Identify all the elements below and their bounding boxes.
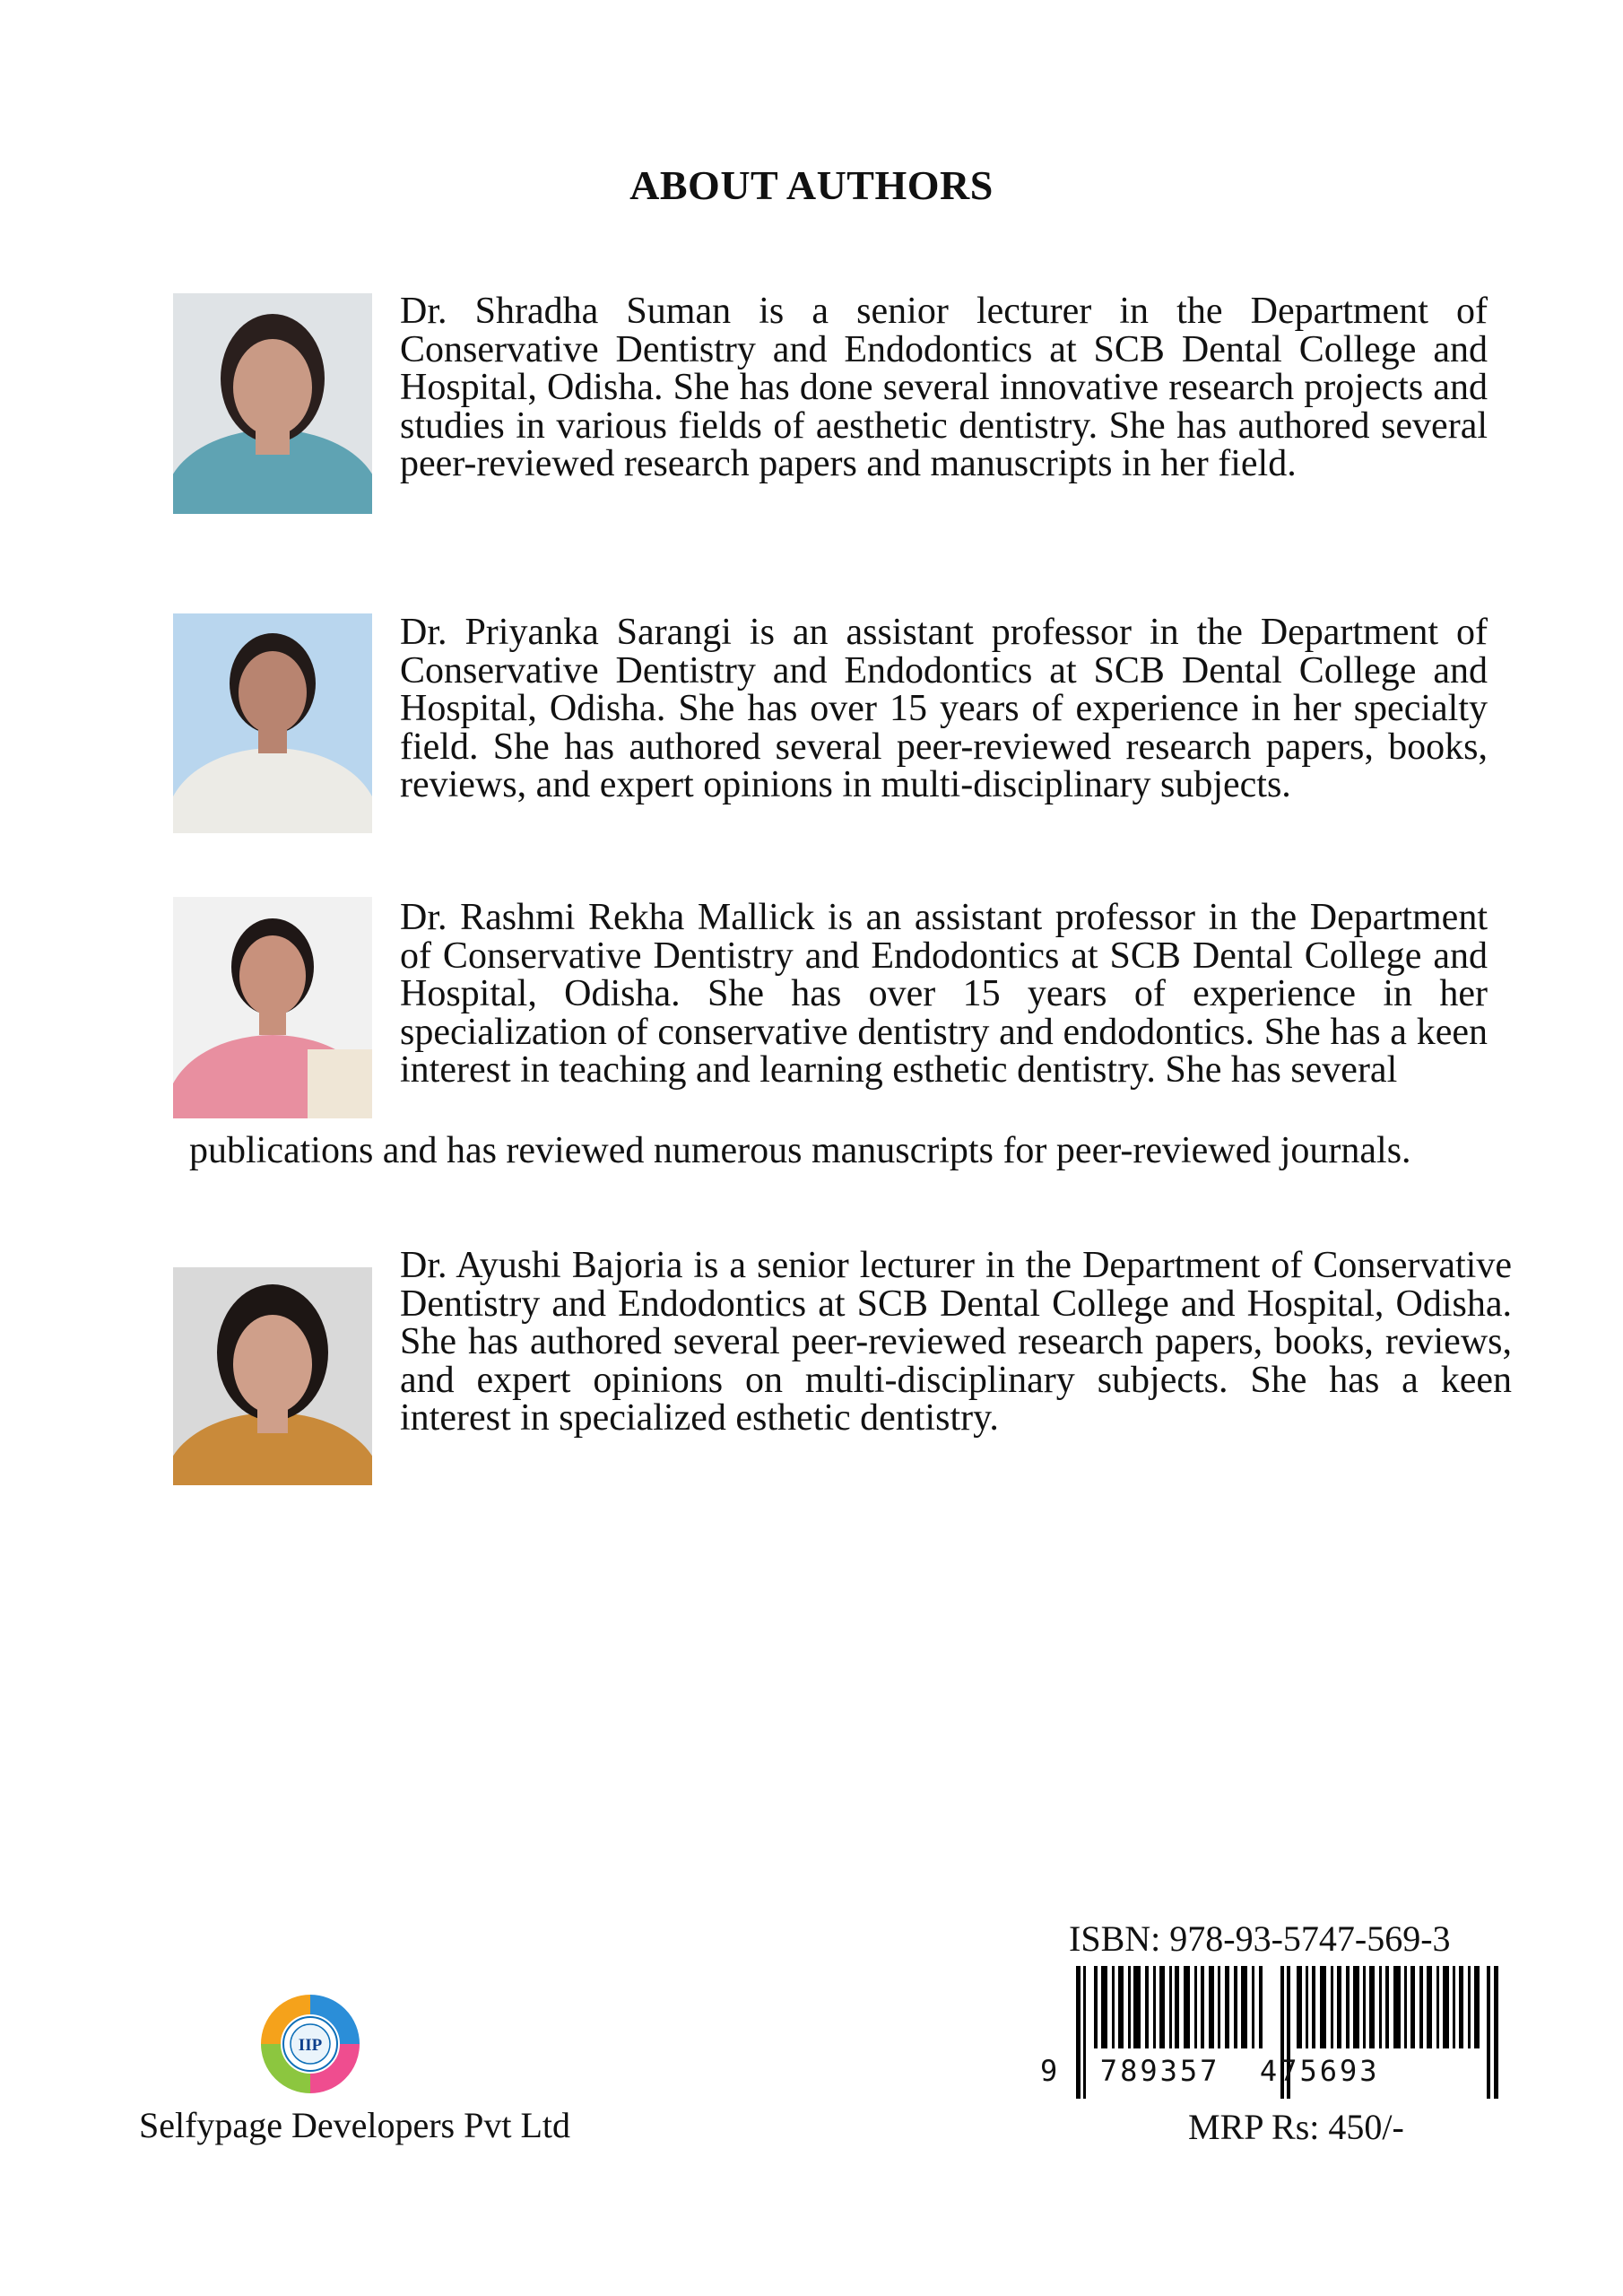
author-bio-shradha-suman: Dr. Shradha Suman is a senior lecturer in the Department of Conservative Dentistry and Endodontics at SCB Dental College and Hospital, Odisha. She has done several innovative research projects and studies in various fields of aesthetic dentistry. She has authored several peer-reviewed research papers and manuscripts in her field. bbox=[400, 291, 1488, 484]
author-photo-rashmi-rekha-mallick bbox=[173, 897, 372, 1118]
isbn-label: ISBN: 978-93-5747-569-3 bbox=[1069, 1918, 1451, 1959]
publisher-name: Selfypage Developers Pvt Ltd bbox=[139, 2105, 570, 2145]
logo-lettering: IIP bbox=[298, 2036, 323, 2055]
author-bio-rashmi-rekha-mallick: Dr. Rashmi Rekha Mallick is an assistant professor in the Department of Conservative Dentistry and Endodontics at SCB Dental College and Hospital, Odisha. She has over 15 years of experience in her specialization of conservative dentistry and endodontics. She has a keen interest in teaching and learning esthetic dentistry. She has several bbox=[400, 897, 1488, 1091]
author-bio-priyanka-sarangi: Dr. Priyanka Sarangi is an assistant professor in the Department of Conservative Dentistry and Endodontics at SCB Dental College and Hospital, Odisha. She has over 15 years of experience in her specialty field. She has authored several peer-reviewed research papers, books, reviews, and expert opinions in multi-disciplinary subjects. bbox=[400, 612, 1488, 805]
author-photo-shradha-suman bbox=[173, 293, 372, 514]
publisher-logo-icon bbox=[254, 1987, 367, 2100]
author-photo-ayushi-bajoria bbox=[173, 1267, 372, 1485]
page-title: ABOUT AUTHORS bbox=[629, 162, 994, 208]
author-bio-rashmi-rekha-mallick-continued: publications and has reviewed numerous manuscripts for peer-reviewed journals. bbox=[189, 1130, 1411, 1171]
author-bio-ayushi-bajoria: Dr. Ayushi Bajoria is a senior lecturer in the Department of Conservative Dentistry and Endodontics at SCB Dental College and Hospital, Odisha. She has authored several peer-reviewed research papers, books, reviews, and expert opinions on multi-disciplinary subjects. She has a keen interest in specialized esthetic dentistry. bbox=[400, 1245, 1512, 1439]
author-photo-priyanka-sarangi bbox=[173, 613, 372, 833]
barcode-digits: 9 789357 475693 bbox=[1040, 2054, 1380, 2088]
price-label: MRP Rs: 450/- bbox=[1188, 2107, 1404, 2147]
